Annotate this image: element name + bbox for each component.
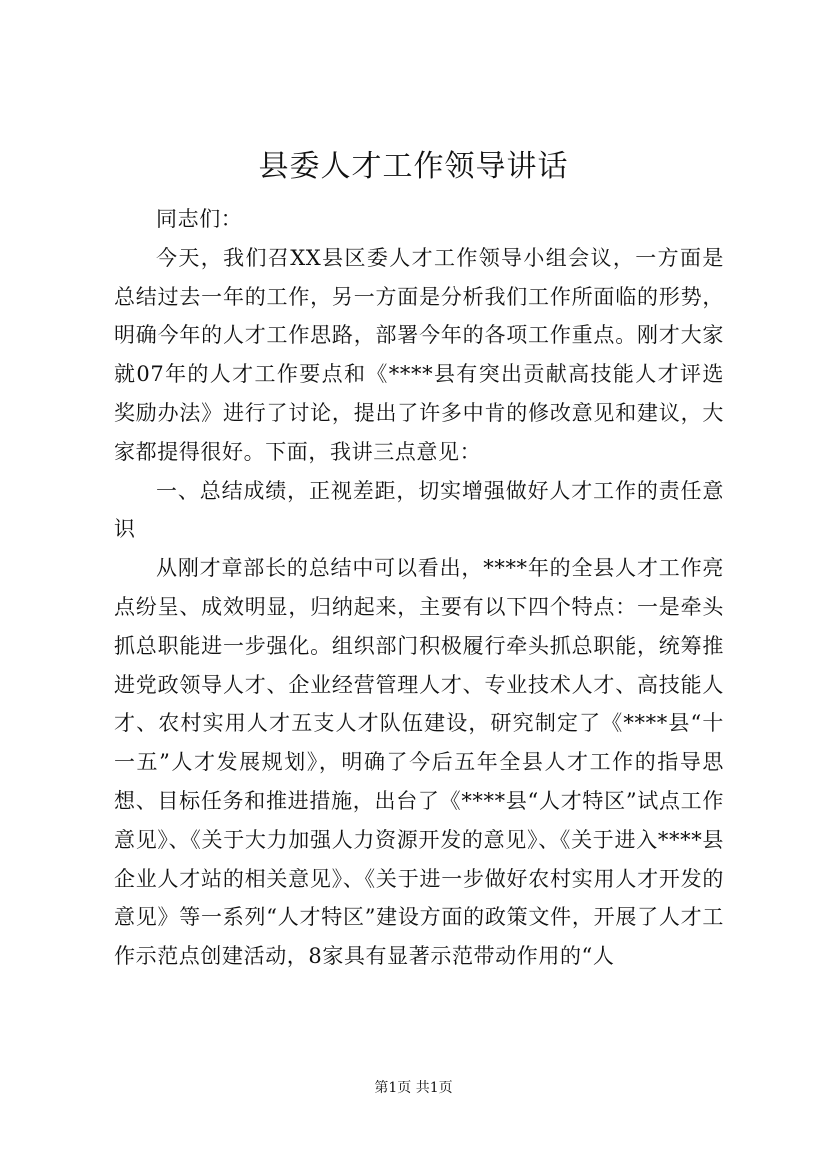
paragraph-achievements: 从刚才章部长的总结中可以看出，****年的全县人才工作亮点纷呈、成效明显，归纳起来，主要有以下四个特点：一是牵头抓总职能进一步强化。组织部门积极履行牵头抓总职能，统筹推进党政领导人才、企业经营管理人才、专业技术人才、高技能人才、农村实用人才五支人才队伍建设，研究制定了《****县“十一五”人才发展规划》，明确了今后五年全县人才工作的指导思想、目标任务和推进措施，出台了《****县“人才特区”试点工作意见》、《关于大力加强人力资源开发的意见》、《关于进入****县企业人才站的相关意见》、《关于进一步做好农村实用人才开发的意见》等一系列“人才特区”建设方面的政策文件，开展了人才工作示范点创建活动，8家具有显著示范带动作用的“人 (114, 556, 724, 969)
paragraph-intro: 今天，我们召XX县区委人才工作领导小组会议，一方面是总结过去一年的工作，另一方面是分析我们工作所面临的形势，明确今年的人才工作思路，部署今年的各项工作重点。刚才大家就07年的人才工作要点和《****县有突出贡献高技能人才评选奖励办法》进行了讨论，提出了许多中肯的修改意见和建议，大家都提得很好。下面，我讲三点意见： (114, 245, 724, 464)
document-body (114, 200, 724, 976)
page-footer: 第1页 共1页 (374, 1080, 453, 1096)
document-title: 县委人才工作领导讲话 (258, 149, 569, 184)
section-heading-1: 一、总结成绩，正视差距，切实增强做好人才工作的责任意识 (114, 478, 724, 542)
salutation: 同志们： (156, 207, 243, 231)
